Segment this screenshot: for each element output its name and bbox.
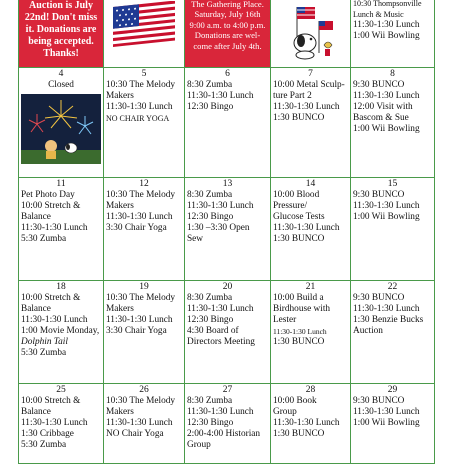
day-cell-8: 8 9:30 BUNCO 11:30-1:30 Lunch 12:00 Visit with Bascom & Sue 1:00 Wii Bowling [351,68,435,178]
fireworks-icon [21,94,101,164]
american-flag-icon [109,1,179,53]
calendar-row [18,68,435,178]
day-cell-21: 21 10:00 Build a Birdhouse with Lester 11:30-1:30 Lunch 1:30 BUNCO [271,281,351,384]
day-cell-29: 29 9:30 BUNCO 11:30-1:30 Lunch 1:00 Wii Bowling [351,384,435,464]
calendar-row [18,0,435,68]
flag-cell [104,0,185,68]
calendar-row [18,384,435,464]
snoopy-cell [271,0,351,68]
yard-sale-notice: The Gathering Place. Saturday, July 16th 9:00 a.m. to 4:00 p.m. Donations are wel- come after July 4th. [185,0,271,68]
day-cell-27: 27 8:30 Zumba 11:30-1:30 Lunch 12:30 Bingo 2:00-4:00 Historian Group [185,384,271,464]
calendar-row [18,281,435,384]
day-cell-7: 7 10:00 Metal Sculp- ture Part 2 11:30-1:30 Lunch 1:30 BUNCO [271,68,351,178]
benzie-bucks-notice: Auction is July 22nd! Don't miss it. Donations are being accepted. Thanks! [18,0,104,68]
day-cell-15: 15 9:30 BUNCO 11:30-1:30 Lunch 1:00 Wii Bowling [351,178,435,281]
day-cell-26: 26 10:30 The Melody Makers 11:30-1:30 Lunch NO Chair Yoga [104,384,185,464]
day-cell-14: 14 10:00 Blood Pressure/ Glucose Tests 11:30-1:30 Lunch 1:30 BUNCO [271,178,351,281]
day-cell-6: 6 8:30 Zumba 11:30-1:30 Lunch 12:30 Bingo [185,68,271,178]
day-cell-18: 18 10:00 Stretch & Balance 11:30-1:30 Lunch 1:00 Movie Monday, Dolphin Tail 5:30 Zumba [18,281,104,384]
calendar-row [18,178,435,281]
day-cell-22: 22 9:30 BUNCO 11:30-1:30 Lunch 1:30 Benzie Bucks Auction [351,281,435,384]
day-cell-4: 4 Closed [18,68,104,178]
day-cell-20: 20 8:30 Zumba 11:30-1:30 Lunch 12:30 Bingo 4:30 Board of Directors Meeting [185,281,271,384]
snoopy-flags-icon [275,1,351,61]
day-cell-28: 28 10:00 Book Group 11:30-1:30 Lunch 1:30 BUNCO [271,384,351,464]
day-cell-13: 13 8:30 Zumba 11:30-1:30 Lunch 12:30 Bingo 1:30 –3:30 Open Sew [185,178,271,281]
day-cell-5: 5 10:30 The Melody Makers 11:30-1:30 Lunch NO CHAIR YOGA [104,68,185,178]
calendar [18,0,435,464]
day-cell-11: 11 Pet Photo Day 10:00 Stretch & Balance 11:30-1:30 Lunch 5:30 Zumba [18,178,104,281]
day-cell-19: 19 10:30 The Melody Makers 11:30-1:30 Lunch 3:30 Chair Yoga [104,281,185,384]
day-cell-12: 12 10:30 The Melody Makers 11:30-1:30 Lunch 3:30 Chair Yoga [104,178,185,281]
day-cell-25: 25 10:00 Stretch & Balance 11:30-1:30 Lunch 1:30 Cribbage 5:30 Zumba [18,384,104,464]
day-cell-1: 10:30 Thompsonville Lunch & Music 11:30-1:30 Lunch 1:00 Wii Bowling [351,0,435,68]
